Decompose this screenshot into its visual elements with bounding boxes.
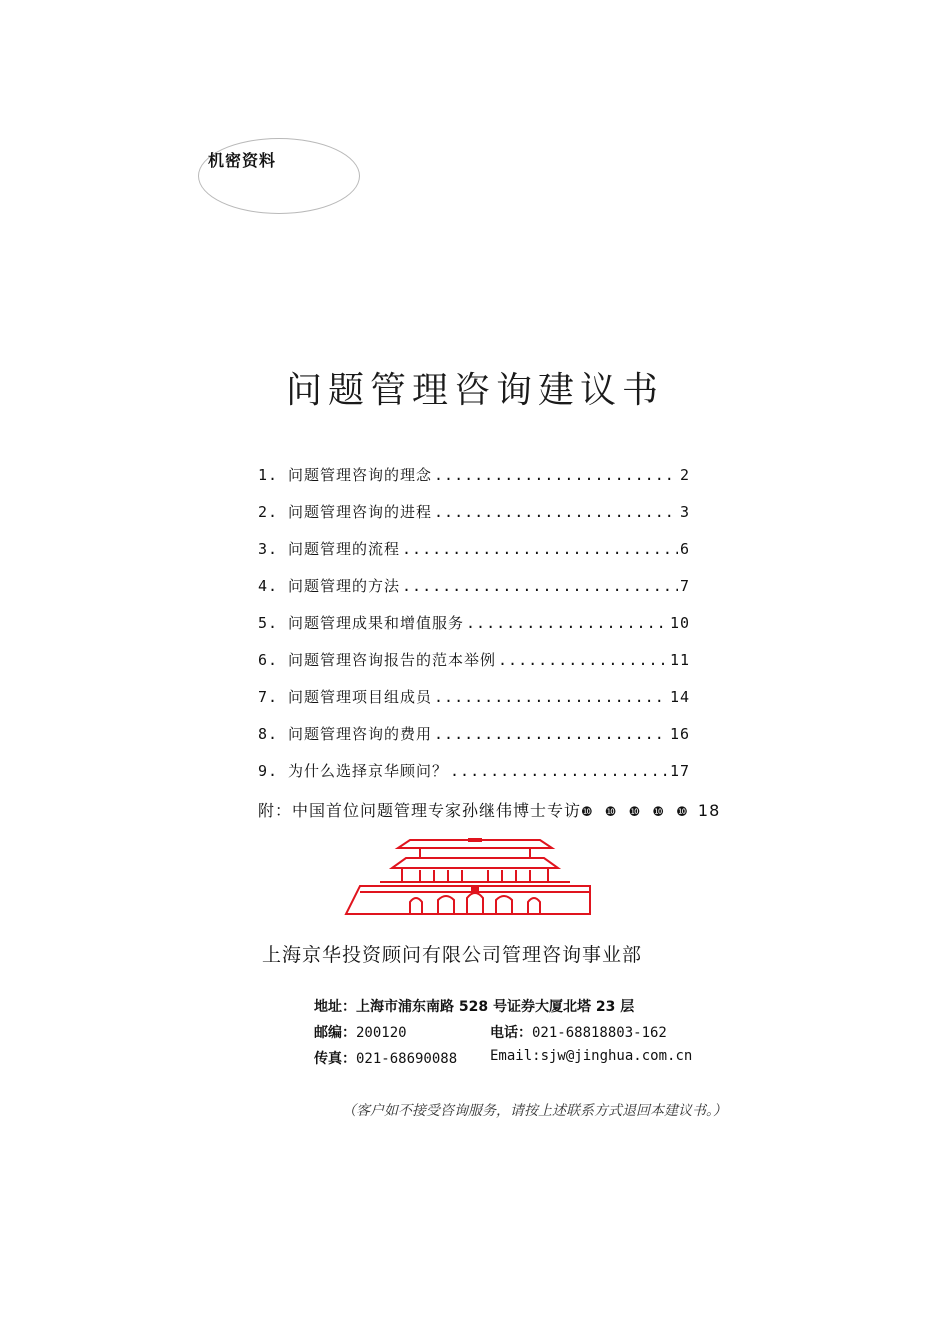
toc-item-label: 问题管理咨询报告的范本举例 [288, 651, 497, 669]
toc-item-label: 问题管理的流程 [288, 540, 401, 558]
toc-item-page: 2 [679, 466, 690, 484]
confidential-stamp-label: 机密资料 [208, 151, 277, 170]
contact-postcode-phone [314, 1022, 407, 1042]
toc-item-page: 7 [679, 577, 690, 595]
toc-item-number: 7. [258, 688, 279, 706]
toc-item-page: 11 [669, 651, 690, 669]
postcode-value: 200120 [356, 1025, 407, 1041]
toc-leader-dots [434, 503, 678, 521]
toc-item[interactable] [258, 760, 690, 797]
toc-item-page: 3 [679, 503, 690, 521]
toc-item-page: 10 [669, 614, 690, 632]
toc-item-number: 5. [258, 614, 279, 632]
toc-item-label: 问题管理咨询的进程 [288, 503, 433, 521]
contact-phone [490, 1022, 667, 1042]
toc-appendix-label: 附：中国首位问题管理专家孙继伟博士专访 [258, 801, 582, 820]
phone-value: 021-68818803-162 [532, 1025, 667, 1041]
toc-item[interactable] [258, 723, 690, 760]
toc-item-label: 问题管理成果和增值服务 [288, 614, 465, 632]
toc-item[interactable] [258, 538, 690, 575]
toc-item[interactable] [258, 686, 690, 723]
toc-leader-dots [434, 725, 668, 743]
toc-item[interactable] [258, 649, 690, 686]
toc-leader-dots [402, 540, 678, 558]
toc-item[interactable] [258, 612, 690, 649]
toc-leader-dots [450, 762, 668, 780]
toc-item-label: 问题管理的方法 [288, 577, 401, 595]
toc-item-label: 问题管理项目组成员 [288, 688, 433, 706]
toc-item-number: 6. [258, 651, 279, 669]
postcode-label: 邮编： [314, 1025, 356, 1041]
toc-item-label: 为什么选择京华顾问？ [288, 762, 449, 780]
toc-item-page: 6 [679, 540, 690, 558]
toc-item[interactable] [258, 501, 690, 538]
toc-item-page: 16 [669, 725, 690, 743]
contact-email [490, 1048, 692, 1064]
toc-item-label: 问题管理咨询的理念 [288, 466, 433, 484]
toc-item-number: 8. [258, 725, 279, 743]
toc-item-page: 17 [669, 762, 690, 780]
toc-leader-dots [466, 614, 668, 632]
toc-item[interactable] [258, 575, 690, 612]
document-title: 问题管理咨询建议书 [285, 370, 664, 411]
toc-leader-dots [498, 651, 668, 669]
toc-item-number: 9. [258, 762, 279, 780]
toc-appendix[interactable] [258, 798, 720, 821]
toc-item-number: 3. [258, 540, 279, 558]
tiananmen-gate-logo [340, 836, 610, 918]
fax-value: 021-68690088 [356, 1051, 458, 1067]
return-note: （客户如不接受咨询服务，请按上述联系方式退回本建议书。） [342, 1103, 727, 1119]
toc-item-number: 2. [258, 503, 279, 521]
toc-item-number: 1. [258, 466, 279, 484]
contact-address [314, 996, 634, 1016]
email-label: Email: [490, 1048, 541, 1064]
address-label: 地址： [314, 999, 356, 1015]
toc-appendix-marks: ❿ ❿ ❿ ❿ ❿ [581, 805, 692, 820]
toc-leader-dots [434, 466, 678, 484]
fax-label: 传真： [314, 1051, 356, 1067]
toc-item-page: 14 [669, 688, 690, 706]
contact-fax [314, 1048, 457, 1068]
toc-leader-dots [434, 688, 668, 706]
toc-appendix-page: 18 [697, 801, 721, 820]
toc-item-label: 问题管理咨询的费用 [288, 725, 433, 743]
address-value: 上海市浦东南路 528 号证券大厦北塔 23 层 [356, 999, 635, 1015]
toc-item[interactable] [258, 464, 690, 501]
toc-item-number: 4. [258, 577, 279, 595]
email-value[interactable]: sjw@jinghua.com.cn [540, 1048, 693, 1064]
company-name: 上海京华投资顾问有限公司管理咨询事业部 [262, 944, 643, 966]
table-of-contents [258, 464, 690, 797]
phone-label: 电话： [490, 1025, 532, 1041]
toc-leader-dots [402, 577, 678, 595]
